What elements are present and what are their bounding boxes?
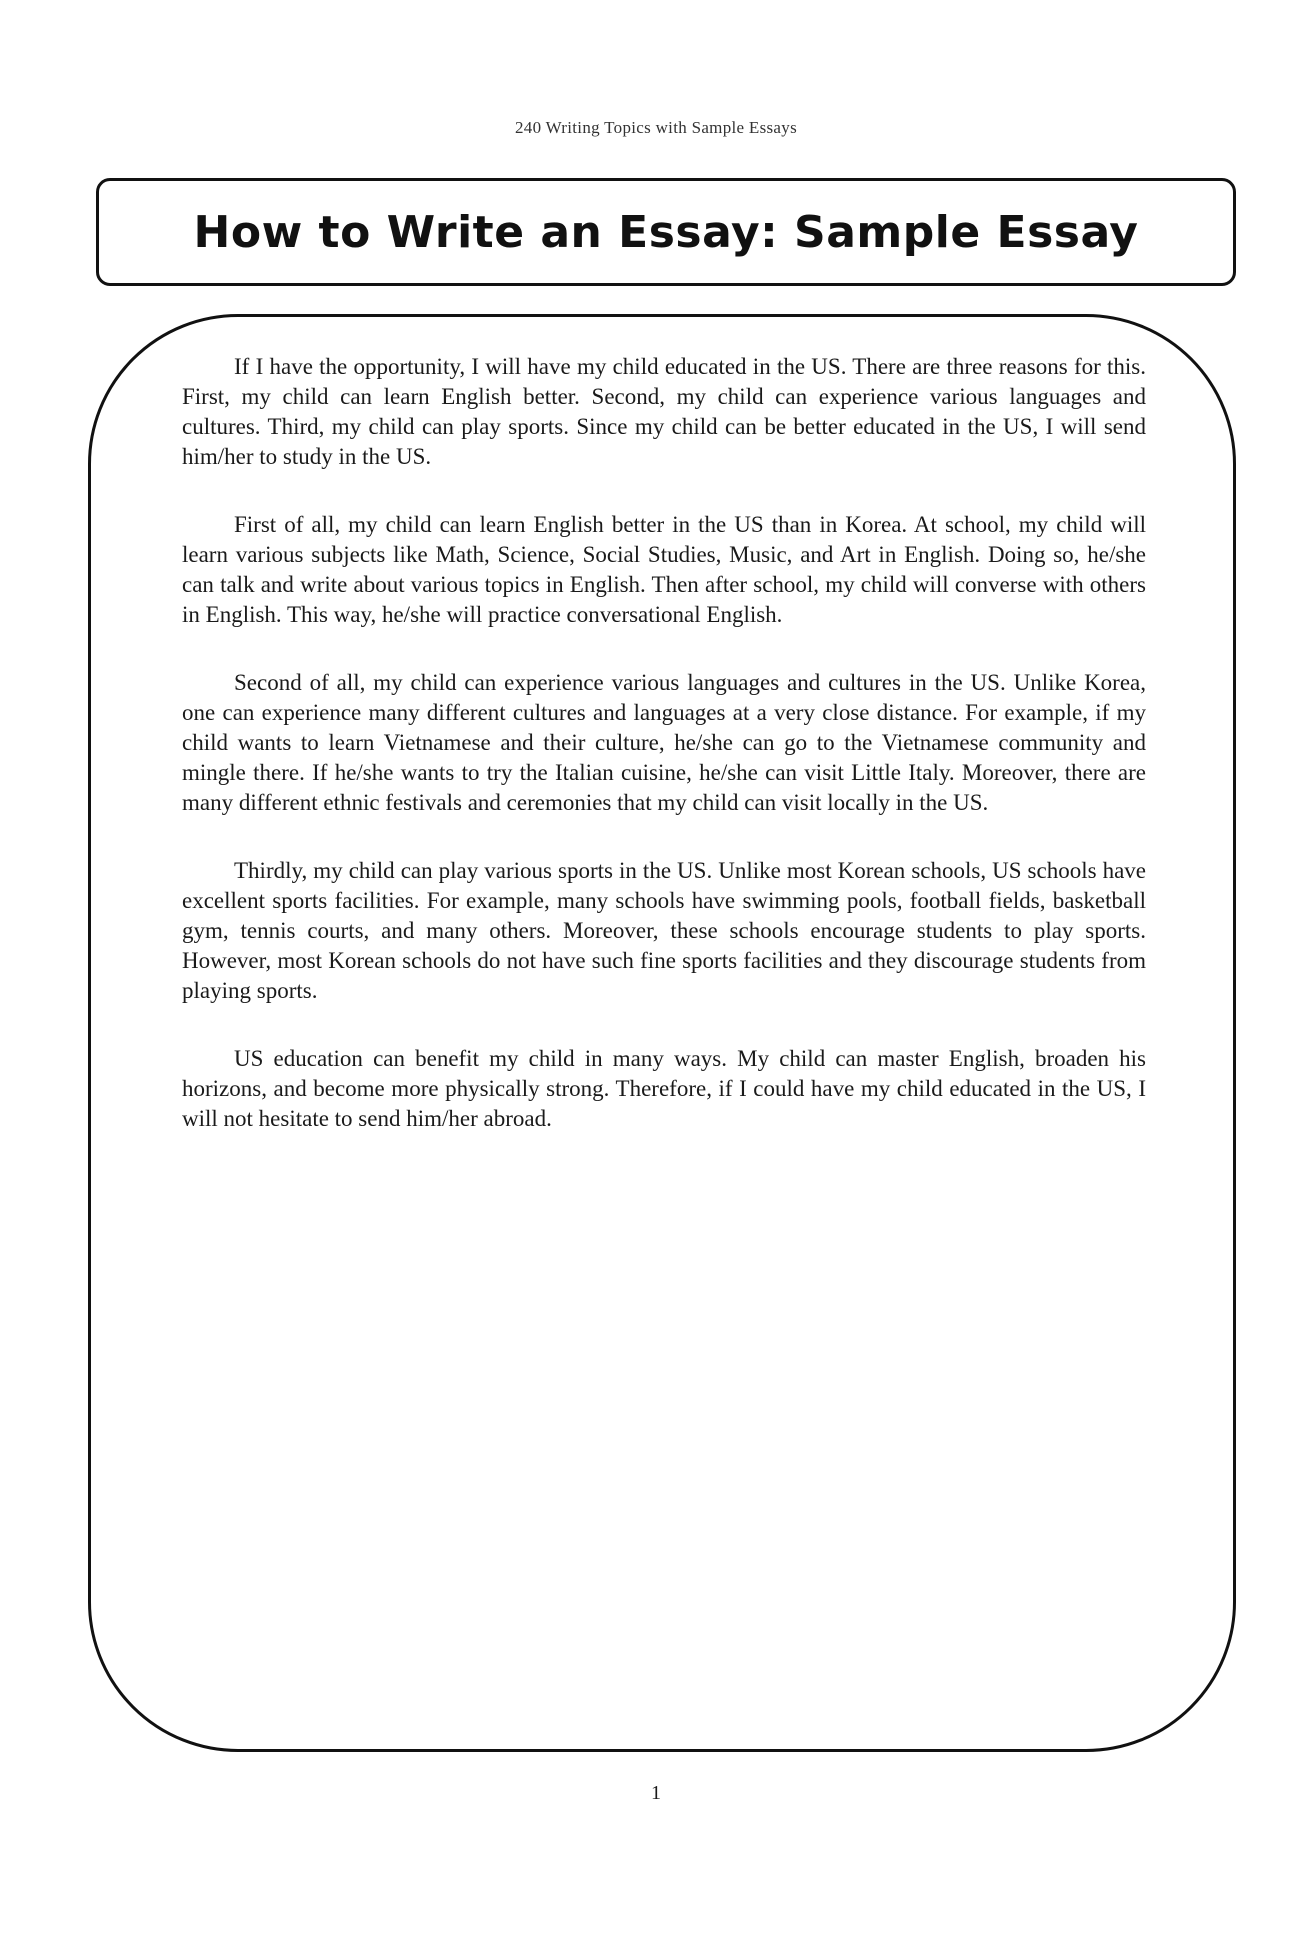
title-box [96,178,1236,286]
essay-paragraph-body-1: First of all, my child can learn English better in the US than in Korea. At school, my child will learn various subjects like Math, Science, Social Studies, Music, and Art in English. Doing so, he/she can talk and write about various topics in English. Then after school, my child will converse with others in English. This way, he/she will practice conversational English. [182,512,1146,627]
running-header: 240 Writing Topics with Sample Essays [514,118,797,137]
essay-body [182,352,1146,1172]
page-title: How to Write an Essay: Sample Essay [193,206,1139,258]
essay-paragraph-body-2: Second of all, my child can experience various languages and cultures in the US. Unlike Korea, one can experience many different cultures and languages at a very close distance. For example, if my child wants to learn Vietnamese and their culture, he/she can go to the Vietnamese community and mingle there. If he/she wants to try the Italian cuisine, he/she can visit Little Italy. Moreover, there are many different ethnic festivals and ceremonies that my child can visit locally in the US. [182,670,1146,815]
essay-paragraph-conclusion: US education can benefit my child in many ways. My child can master English, broaden his horizons, and become more physically strong. Therefore, if I could have my child educated in the US, I will not hesitate to send him/her abroad. [182,1046,1146,1131]
essay-paragraph-body-3: Thirdly, my child can play various sports in the US. Unlike most Korean schools, US schools have excellent sports facilities. For example, many schools have swimming pools, football fields, basketball gym, tennis courts, and many others. Moreover, these schools encourage students to play sports. However, most Korean schools do not have such fine sports facilities and they discourage students from playing sports. [182,858,1146,1003]
essay-paragraph-intro: If I have the opportunity, I will have my child educated in the US. There are three reasons for this. First, my child can learn English better. Second, my child can experience various languages and cultures. Third, my child can play sports. Since my child can be better educated in the US, I will send him/her to study in the US. [182,354,1146,469]
page-number: 1 [651,1782,661,1804]
